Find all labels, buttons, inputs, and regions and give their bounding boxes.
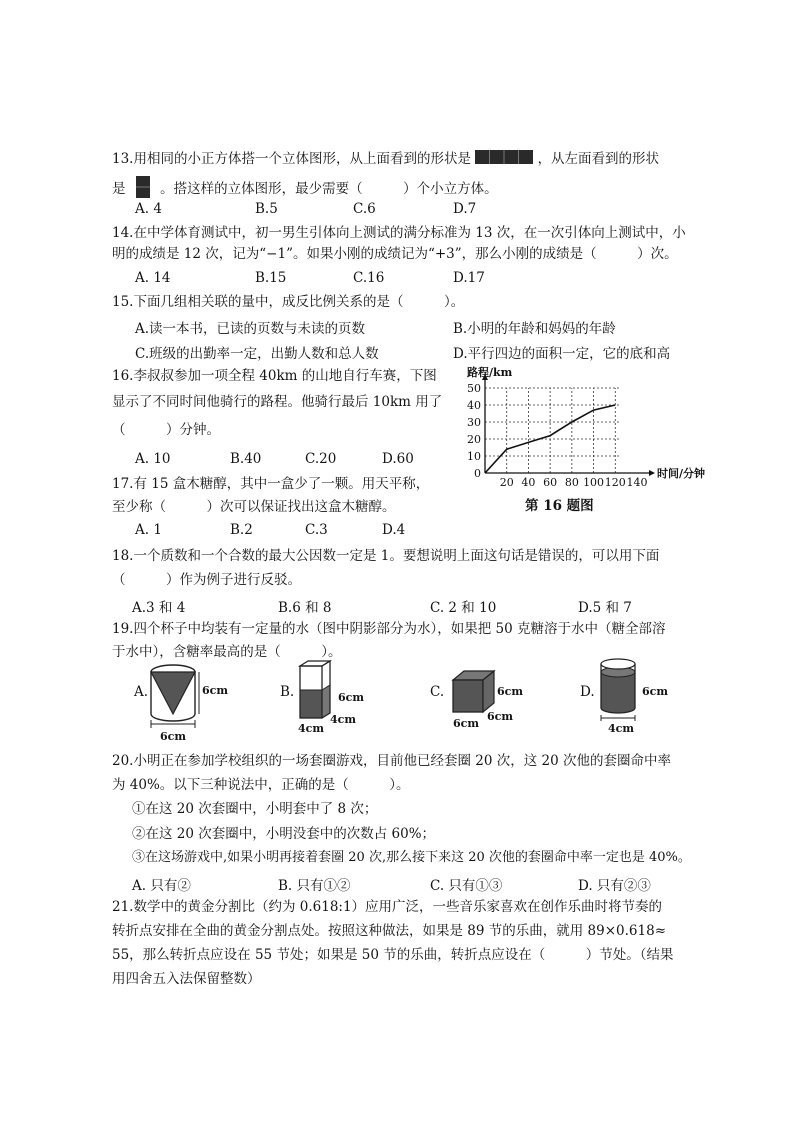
cup-a-width: 6cm	[160, 730, 186, 743]
q20-statement-3: ③在这场游戏中,如果小明再接着套圈 20 次,那么接下来这 20 次他的套圈命中率一定也是 40%。	[132, 850, 691, 865]
x-axis-arrow	[649, 470, 655, 476]
q16-line3: （ ）分钟。	[112, 422, 220, 438]
q17-line1: 17.有 15 盒木糖醇，其中一盒少了一颗。用天平称，	[112, 476, 430, 492]
q14-option-b: B.15	[255, 270, 287, 286]
q14-line2: 明的成绩是 12 次，记为“−1”。如果小刚的成绩记为“+3”，那么小刚的成绩是（ ）次。	[112, 246, 678, 262]
q15-option-c: C.班级的出勤率一定，出勤人数和总人数	[135, 346, 379, 362]
y-tick-label-1: 20	[467, 433, 481, 446]
q21-line3: 55，那么转折点应设在 55 节处；如果是 50 节的乐曲，转折点应设在（ ）节处。（结果	[112, 947, 674, 963]
q15-line1: 15.下面几组相关联的量中，成反比例关系的是（ ）。	[112, 294, 465, 310]
q16-line1: 16.李叔叔参加一项全程 40km 的山地自行车赛，下图	[112, 368, 437, 384]
q21-line2: 转折点安排在全曲的黄金分割点处。按照这种做法，如果是 89 节的乐曲，就用 89×0.618≈	[112, 923, 666, 939]
q14-line1: 14.在中学体育测试中，初一男生引体向上测试的满分标准为 13 次，在一次引体向上测试中，小	[112, 225, 686, 241]
q13-text-c: 是	[112, 181, 126, 197]
q13-text-a: 13.用相同的小正方体搭一个立体图形，从上面看到的形状是	[112, 151, 471, 167]
cup-b-height: 6cm	[338, 691, 364, 704]
q18-line1: 18.一个质数和一个合数的最大公因数一定是 1。要想说明上面这句话是错误的，可以用下面	[112, 548, 660, 564]
cup-b-depth: 4cm	[330, 713, 356, 726]
y-tick-label-4: 50	[467, 382, 481, 395]
q18-option-c: C. 2 和 10	[430, 600, 497, 616]
cup-b-width: 4cm	[298, 722, 324, 735]
x-tick-label-1: 40	[521, 476, 536, 489]
q17-option-b: B.2	[230, 522, 253, 538]
x-tick-label-2: 60	[543, 476, 558, 489]
y-axis-label: 路程/km	[467, 366, 513, 379]
q20-line1: 20.小明正在参加学校组织的一场套圈游戏，目前他已经套圈 20 次，这 20 次他的套圈命中率	[112, 753, 671, 769]
x-tick-label-5: 120	[604, 476, 626, 489]
q14-option-c: C.16	[353, 270, 385, 286]
q15-option-a: A.读一本书，已读的页数与未读的页数	[135, 321, 366, 337]
x-tick-label-3: 80	[564, 476, 579, 489]
q13-option-b: B.5	[255, 201, 278, 217]
q18-option-b: B.6 和 8	[278, 600, 332, 616]
top-view-figure	[475, 150, 533, 169]
cup-a-label: A.	[134, 684, 149, 700]
cup-c-label: C.	[430, 684, 445, 700]
x-axis-label: 时间/分钟	[657, 467, 706, 480]
q20-option-d: D. 只有②③	[578, 878, 651, 894]
q14-option-d: D.17	[453, 270, 485, 286]
q18-option-d: D.5 和 7	[578, 600, 632, 616]
left-view-figure	[136, 176, 150, 203]
q16-option-c: C.20	[305, 451, 337, 467]
q16-option-d: D.60	[382, 451, 414, 467]
q13-option-a: A. 4	[135, 201, 162, 217]
y-tick-label-2: 30	[467, 416, 481, 429]
q21-line4: 用四舍五入法保留整数）	[112, 971, 261, 987]
q13-text-d: 。搭这样的立体图形，最少需要（ ）个小立方体。	[160, 181, 498, 197]
q16-option-b: B.40	[230, 451, 262, 467]
x-tick-label-6: 140	[626, 476, 648, 489]
q17-option-c: C.3	[305, 522, 328, 538]
cup-d-width: 4cm	[608, 722, 634, 735]
q18-option-a: A.3 和 4	[132, 600, 186, 616]
q15-option-b: B.小明的年龄和妈妈的年龄	[453, 321, 616, 337]
q21-line1: 21.数学中的黄金分割比（约为 0.618:1）应用广泛，一些音乐家喜欢在创作乐曲时将节奏的	[112, 899, 663, 915]
cup-b-label: B.	[280, 684, 295, 700]
x-tick-label-0: 20	[499, 476, 514, 489]
q16-option-a: A. 10	[135, 451, 171, 467]
x-tick-label-4: 100	[583, 476, 605, 489]
q20-statement-1: ①在这 20 次套圈中，小明套中了 8 次；	[132, 801, 378, 817]
cup-a-height: 6cm	[202, 684, 228, 697]
q17-option-d: D.4	[382, 522, 406, 538]
origin-label: 0	[474, 467, 481, 480]
q17-option-a: A. 1	[135, 522, 162, 538]
cup-a-figure	[145, 660, 245, 740]
q15-option-d: D.平行四边的面积一定，它的底和高	[453, 346, 671, 362]
cup-c-height: 6cm	[497, 685, 523, 698]
q17-line2: 至少称（ ）次可以保证找出这盒木糖醇。	[112, 499, 396, 515]
q16-line-chart	[455, 360, 725, 495]
q16-line2: 显示了不同时间他骑行的路程。他骑行最后 10km 用了	[112, 394, 443, 410]
cup-d-label: D.	[580, 684, 595, 700]
y-tick-label-0: 10	[467, 450, 481, 463]
q13-line2	[112, 176, 498, 203]
q19-line1: 19.四个杯子中均装有一定量的水（图中阴影部分为水），如果把 50 克糖溶于水中（糖全部溶	[112, 621, 666, 637]
q20-line2: 为 40%。以下三种说法中，正确的是（ ）。	[112, 777, 410, 793]
y-tick-label-3: 40	[467, 399, 481, 412]
q13-option-d: D.7	[453, 201, 477, 217]
q20-statement-2: ②在这 20 次套圈中，小明没套中的次数占 60%；	[132, 826, 436, 842]
q19-line2: 于水中），含糖率最高的是（ ）。	[112, 644, 342, 660]
q18-line2: （ ）作为例子进行反驳。	[112, 572, 301, 588]
q20-option-a: A. 只有②	[132, 878, 191, 894]
cup-c-width: 6cm	[453, 717, 479, 730]
q20-option-c: C. 只有①③	[430, 878, 503, 894]
q13-option-c: C.6	[353, 201, 376, 217]
q13-text-b: ，从左面看到的形状	[537, 151, 660, 167]
q16-caption: 第 16 题图	[525, 498, 594, 514]
q14-option-a: A. 14	[135, 270, 171, 286]
q20-option-b: B. 只有①②	[278, 878, 351, 894]
q13-line1	[112, 150, 659, 169]
cup-d-height: 6cm	[642, 685, 668, 698]
cup-c-depth: 6cm	[487, 710, 513, 723]
cup-d-figure	[598, 658, 643, 724]
